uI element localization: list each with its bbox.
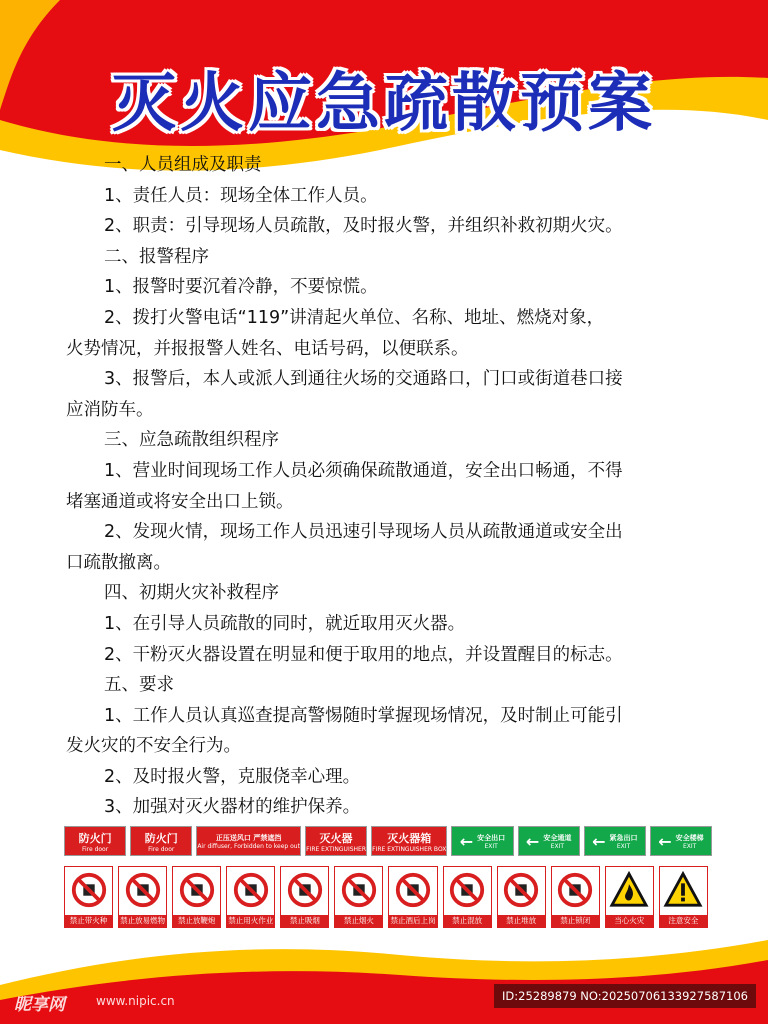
sign-sublabel: EXIT <box>616 842 631 850</box>
text-line: 1、报警时要沉着冷静，不要惊慌。 <box>104 277 378 298</box>
no-fireworks-icon <box>340 871 378 909</box>
safety-sign-label: 禁止放鞭炮 <box>173 915 220 927</box>
text-line: 2、发现火情，现场工作人员迅速引导现场人员从疏散通道或安全出 <box>104 522 623 543</box>
safety-sign-label: 禁止混放 <box>444 915 491 927</box>
text-line: 口疏散撤离。 <box>66 552 171 573</box>
facility-sign <box>518 826 580 856</box>
sign-label: 安全出口 <box>477 833 506 842</box>
text-line: 三、应急疏散组织程序 <box>104 430 279 451</box>
safety-sign-label: 禁止放易燃物 <box>120 916 166 925</box>
safety-sign-label: 禁止带火种 <box>65 915 112 927</box>
text-line: 2、干粉灭火器设置在明显和便于取用的地点，并设置醒目的标志。 <box>104 644 623 665</box>
content-body <box>66 150 716 823</box>
sign-sublabel: Fire door <box>148 845 175 853</box>
safety-sign <box>497 866 546 928</box>
safety-sign <box>443 866 492 928</box>
page-title: 灭火应急疏散预案 <box>112 67 656 141</box>
no-firecrackers-icon <box>178 871 216 909</box>
safety-sign-label: 当心火灾 <box>606 915 653 927</box>
no-drinking-icon <box>394 871 432 909</box>
safety-sign <box>280 866 329 928</box>
safety-sign-label: 禁止堆放 <box>498 915 545 927</box>
facility-sign <box>305 826 367 856</box>
text-line: 3、加强对灭火器材的维护保养。 <box>104 797 361 818</box>
sign-label: 灭火器箱 <box>387 831 432 845</box>
no-open-flame-work-icon <box>232 871 270 909</box>
facility-sign <box>196 826 301 856</box>
no-flammables-icon <box>124 871 162 909</box>
no-mixing-icon <box>448 871 486 909</box>
safety-sign <box>118 866 167 928</box>
text-line: 火势情况，并报报警人姓名、电话号码，以便联系。 <box>66 338 469 359</box>
text-line: 2、拨打火警电话“119”讲清起火单位、名称、地址、燃烧对象， <box>104 307 605 328</box>
text-line: 1、营业时间现场工作人员必须确保疏散通道，安全出口畅通，不得 <box>104 460 623 481</box>
facility-sign <box>371 826 447 856</box>
text-line: 堵塞通道或将安全出口上锁。 <box>66 491 294 512</box>
text-line: 1、工作人员认真巡查提高警惕随时掌握现场情况，及时制止可能引 <box>104 705 623 726</box>
sign-sublabel: EXIT <box>682 842 697 850</box>
text-line: 四、初期火灾补救程序 <box>104 583 279 604</box>
safety-sign <box>64 866 113 928</box>
text-line: 2、职责：引导现场人员疏散，及时报火警，并组织补救初期火灾。 <box>104 216 623 237</box>
exit-arrow-icon: ← <box>525 831 540 851</box>
safety-signs-row <box>64 866 708 928</box>
no-fire-source-icon <box>70 871 108 909</box>
sign-sublabel: EXIT <box>484 842 498 850</box>
facility-sign <box>64 826 126 856</box>
text-line: 2、及时报火警，克服侥幸心理。 <box>104 766 361 787</box>
safety-sign-label: 禁止吸烟 <box>281 915 328 927</box>
sign-sublabel: FIRE EXTINGUISHER BOX <box>372 845 447 853</box>
facility-sign <box>130 826 192 856</box>
text-line: 五、要求 <box>104 675 174 696</box>
sign-label: 防火门 <box>144 831 178 845</box>
sign-sublabel: Fire door <box>81 845 109 853</box>
facility-sign <box>451 826 513 856</box>
safety-sign <box>388 866 437 928</box>
safety-sign <box>551 866 600 928</box>
sign-sublabel: EXIT <box>550 842 564 850</box>
watermark-logo: 昵享网 <box>14 995 65 1015</box>
sign-sublabel: Air diffuser, Forbidden to keep out <box>197 842 300 850</box>
exit-arrow-icon: ← <box>658 831 672 851</box>
exit-arrow-icon: ← <box>459 831 474 851</box>
sign-label: 灭火器 <box>319 831 353 845</box>
safety-sign <box>605 866 654 928</box>
safety-sign-label: 禁止酒后上岗 <box>390 916 436 925</box>
text-line: 发火灾的不安全行为。 <box>66 736 241 757</box>
watermark-url: www.nipic.cn <box>96 994 175 1008</box>
sign-label: 正压送风口 严禁遮挡 <box>215 833 282 842</box>
no-smoking-icon <box>286 871 324 909</box>
facility-sign <box>584 826 646 856</box>
safety-sign <box>172 866 221 928</box>
sign-label: 防火门 <box>78 831 112 845</box>
fire-warning-icon <box>610 871 648 909</box>
exit-arrow-icon: ← <box>592 831 606 851</box>
safety-sign-label: 禁止烟火 <box>335 915 382 927</box>
sign-sublabel: FIRE EXTINGUISHER <box>306 845 366 853</box>
sign-label: 安全楼梯 <box>675 833 704 842</box>
safety-sign <box>334 866 383 928</box>
text-line: 1、责任人员：现场全体工作人员。 <box>104 185 378 206</box>
facility-sign <box>650 826 712 856</box>
image-id-bar: ID:25289879 NO:20250706133927587106 <box>494 984 756 1008</box>
safety-sign <box>226 866 275 928</box>
text-line: 3、报警后，本人或派人到通往火场的交通路口，门口或街道巷口接 <box>104 369 623 390</box>
text-line: 1、在引导人员疏散的同时，就近取用灭火器。 <box>104 613 466 634</box>
no-locking-icon <box>556 871 594 909</box>
safety-sign-label: 禁止用火作业 <box>228 916 274 925</box>
facility-signs-row <box>64 826 712 858</box>
sign-label: 安全通道 <box>543 833 572 842</box>
sign-label: 紧急出口 <box>609 833 638 842</box>
text-line: 应消防车。 <box>66 399 154 420</box>
text-line: 二、报警程序 <box>104 246 209 267</box>
safety-sign <box>659 866 708 928</box>
no-stacking-icon <box>502 871 540 909</box>
caution-icon <box>664 871 702 909</box>
safety-sign-label: 禁止锁闭 <box>552 915 599 927</box>
safety-sign-label: 注意安全 <box>660 915 707 927</box>
text-line: 一、人员组成及职责 <box>104 155 262 175</box>
